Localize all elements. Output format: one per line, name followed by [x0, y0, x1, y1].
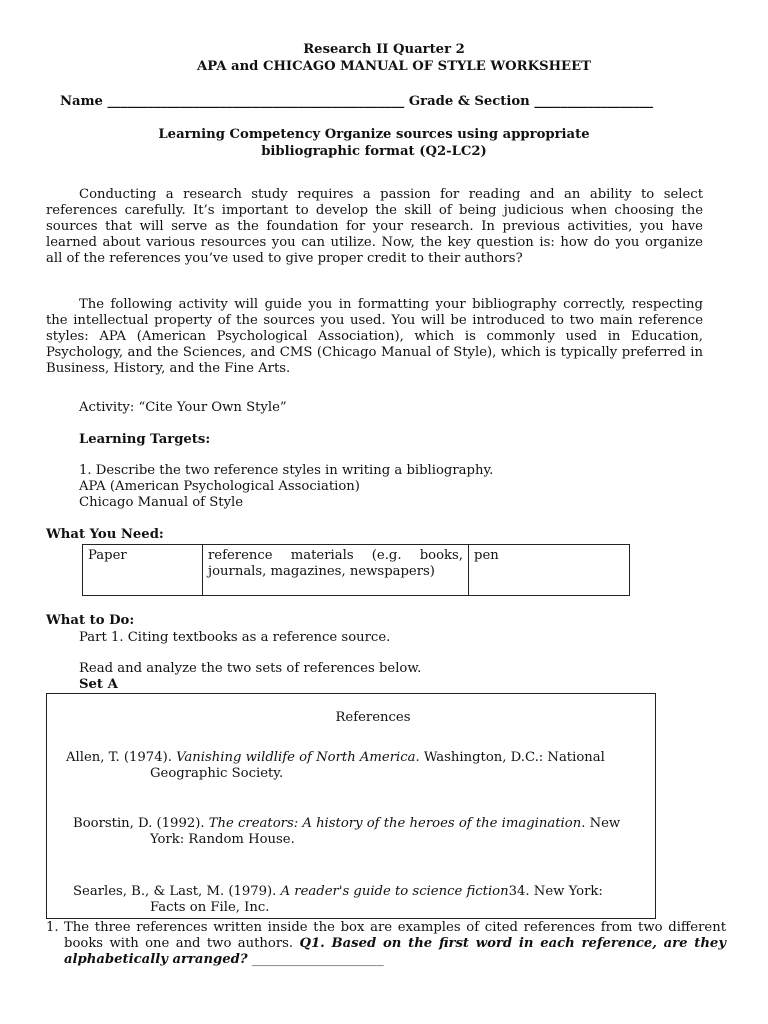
competency-line1: Learning Competency Organize sources using appropriate [158, 127, 590, 142]
grade-blank[interactable]: __________________ [534, 94, 654, 109]
reference-entry: Allen, T. (1974). Vanishing wildlife of North America. Washington, D.C.: National Geographic Society. [66, 750, 605, 781]
header-line1: Research II Quarter 2 [303, 42, 465, 57]
grade-label: Grade & Section [408, 94, 530, 109]
references-title: References [335, 710, 411, 725]
materials-table [82, 544, 630, 596]
materials-cell: Paper [83, 545, 203, 596]
question-q1: Q1. Based on the first word in each reference, are they alphabetically arranged? [64, 936, 726, 967]
style-apa: APA (American Psychological Association) [79, 479, 360, 494]
materials-cell: reference materials (e.g. books, journals, magazines, newspapers) [203, 545, 469, 596]
what-you-need-heading: What You Need: [46, 527, 164, 542]
header-line2: APA and CHICAGO MANUAL OF STYLE WORKSHEET [197, 59, 591, 74]
activity-title: Activity: “Cite Your Own Style” [79, 400, 287, 415]
answer-blank[interactable]: ____________________ [247, 952, 384, 967]
competency-line2: bibliographic format (Q2-LC2) [261, 144, 487, 159]
materials-cell: pen [469, 545, 630, 596]
what-to-do-heading: What to Do: [46, 613, 135, 628]
learning-targets-heading: Learning Targets: [79, 432, 211, 447]
learning-target-1: 1. Describe the two reference styles in writing a bibliography. [79, 463, 494, 478]
name-blank[interactable]: _____________________________________________ [107, 94, 405, 109]
style-chicago: Chicago Manual of Style [79, 495, 244, 510]
part1-text: Part 1. Citing textbooks as a reference source. [79, 630, 391, 645]
reference-entry: Searles, B., & Last, M. (1979). A reader's guide to science fiction34. New York: Facts on File, Inc. [73, 884, 603, 915]
name-grade-line [60, 94, 653, 110]
intro-paragraph: Conducting a research study requires a passion for reading and an ability to select references carefully. It’s important to develop the skill of being judicious when choosing the sources that will serve as the foundation for your research. In previous activities, you have learned about various resources you can utilize. Now, the key question is: how do you organize all of the references you’ve used to give proper credit to their authors? [46, 187, 703, 266]
question-text: The three references written inside the box are examples of cited references from two different books with one and two authors. [64, 920, 726, 951]
question-1 [46, 920, 726, 968]
read-instruction: Read and analyze the two sets of references below. [79, 661, 422, 676]
activity-paragraph: The following activity will guide you in formatting your bibliography correctly, respecting the intellectual property of the sources you used. You will be introduced to two main reference styles: APA (American Psychological Association), which is commonly used in Education, Psychology, and the Sciences, and CMS (Chicago Manual of Style), which is typically preferred in Business, History, and the Fine Arts. [46, 297, 703, 376]
reference-entry: Boorstin, D. (1992). The creators: A history of the heroes of the imagination. New York: Random House. [73, 816, 621, 847]
question-number: 1. [46, 920, 59, 935]
set-a-label: Set A [79, 677, 118, 692]
materials-row [83, 545, 630, 596]
name-label: Name [60, 94, 103, 109]
